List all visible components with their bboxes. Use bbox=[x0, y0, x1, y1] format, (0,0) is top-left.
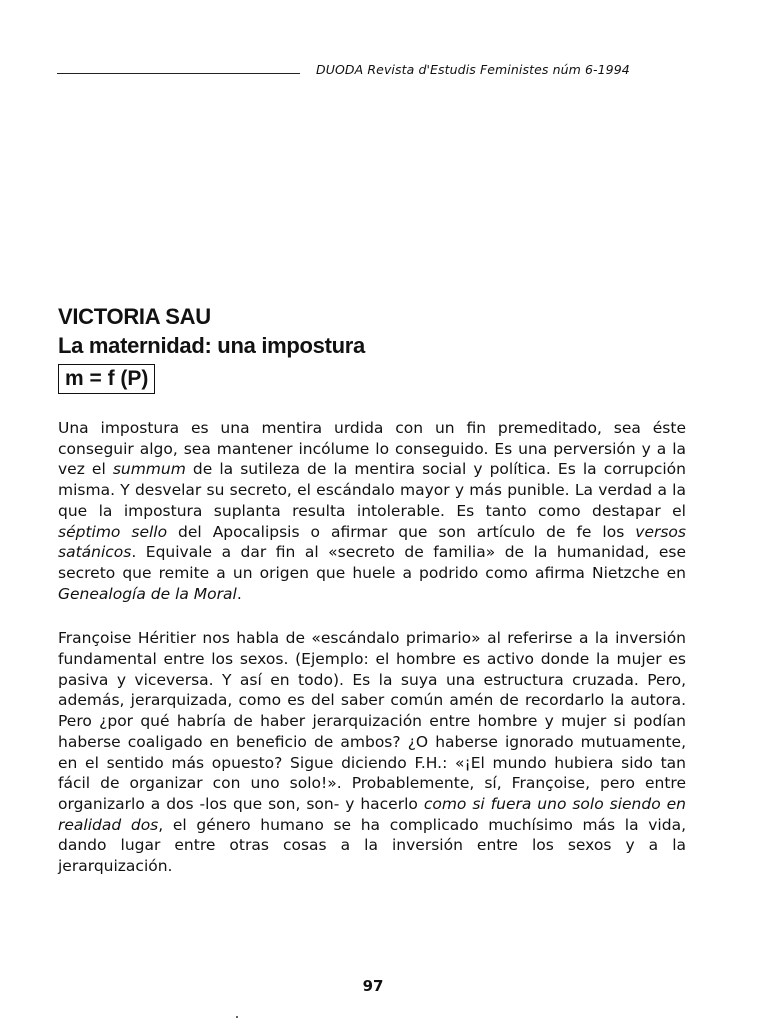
text-segment: del Apocalipsis o afirmar que son artículo de fe los bbox=[167, 522, 636, 541]
italic-text-segment: Genealogía de la Moral bbox=[58, 584, 237, 603]
italic-text-segment: séptimo sello bbox=[58, 522, 168, 541]
scan-speck bbox=[236, 1016, 238, 1018]
text-segment: Françoise Héritier nos habla de «escándalo primario» al referirse a la inversión fundamental entre los sexos. (Ejemplo: el hombre es activo donde la mujer es pasiva y viceversa. Y así en todo). Es la suya una estructura cruzada. Pero, además, jerarquizada, como es del saber común amén de recordarlo la autora. Pero ¿por qué habría de haber jerarquización entre hombre y mujer si podían haberse coaligado en beneficio de ambos? ¿O haberse ignorado mutuamente, en el sentido más opuesto? Sigue diciendo F.H.: «¡El mundo hubiera sido tan fácil de organizar con uno solo!». Probablemente, sí, Françoise, pero entre organizarlo a dos -los que son, son- y hacerlo bbox=[58, 629, 686, 813]
paragraph-2 bbox=[58, 628, 686, 876]
title-formula: m = f (P) bbox=[58, 364, 155, 394]
paragraph-1 bbox=[58, 418, 686, 604]
text-segment: . bbox=[236, 584, 242, 603]
text-segment: , el género humano se ha complicado muchísimo más la vida, dando lugar entre otras cosas a la inversión entre los sexos y a la jerarquización. bbox=[58, 815, 686, 876]
text-segment: . Equivale a dar fin al «secreto de familia» de la humanidad, ese secreto que remite a un origen que huele a podrido como afirma Nietzche en bbox=[58, 543, 686, 582]
article-body bbox=[58, 418, 686, 901]
text-segment: de la sutileza de la mentira social y política. Es la corrupción misma. Y desvelar su secreto, el escándalo mayor y más punible. La verdad a la que la impostura suplanta resulta intolerable. Es tanto como destapar el bbox=[58, 460, 686, 520]
text-segment: Una impostura es una mentira urdida con un fin premeditado, sea éste conseguir algo, sea mantener incólume lo conseguido. Es una perversión y a la vez el bbox=[58, 419, 686, 479]
article-author: VICTORIA SAU bbox=[58, 304, 211, 329]
journal-header: DUODA Revista d'Estudis Feministes núm 6-1994 bbox=[316, 62, 630, 77]
article-title: La maternidad: una impostura bbox=[58, 333, 365, 358]
italic-text-segment: summum bbox=[112, 460, 186, 479]
italic-text-segment: versos satánicos bbox=[58, 522, 686, 562]
italic-text-segment: como si fuera uno solo siendo en realidad dos bbox=[58, 794, 686, 834]
header-rule bbox=[57, 73, 300, 74]
page-number: 97 bbox=[362, 977, 384, 995]
